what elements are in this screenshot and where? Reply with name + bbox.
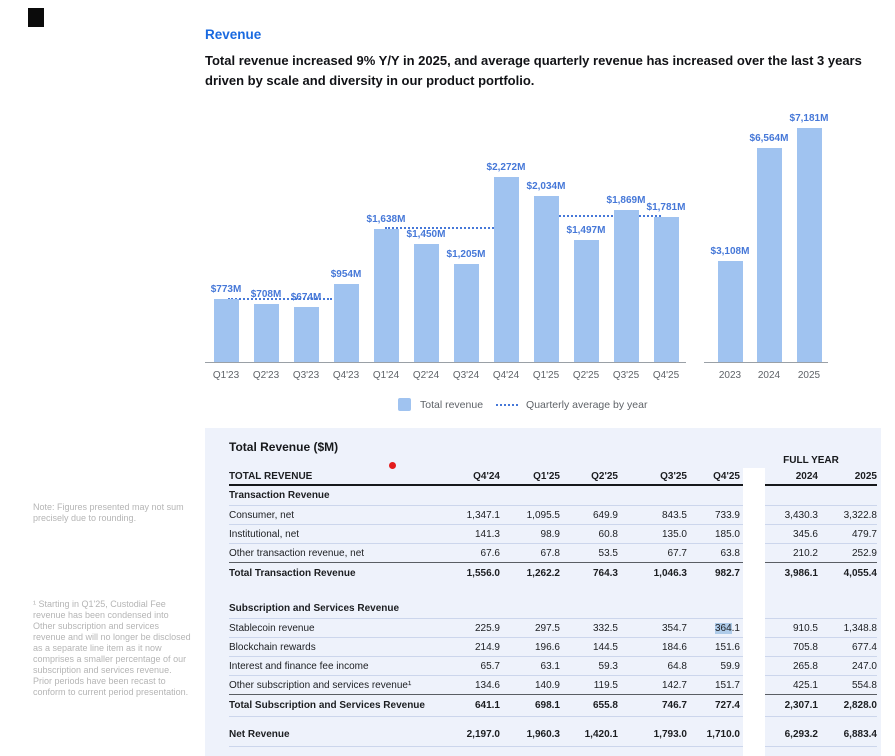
rounding-note: Note: Figures presented may not sum precisely due to rounding. bbox=[33, 502, 184, 523]
table-cell: 354.7 bbox=[661, 622, 687, 634]
table-cell: 3,430.3 bbox=[784, 509, 818, 521]
table-cell: 554.8 bbox=[851, 679, 877, 691]
yearly-bar-2023 bbox=[718, 261, 743, 362]
table-cell: 140.9 bbox=[534, 679, 560, 691]
screen-corner-artifact bbox=[28, 8, 44, 27]
quarterly-average-line-2025 bbox=[542, 215, 661, 217]
table-cell: 1,348.8 bbox=[843, 622, 877, 634]
table-cell: 1,710.0 bbox=[706, 729, 740, 740]
header-col-Q3'25: Q3'25 bbox=[660, 470, 687, 482]
net-revenue-row bbox=[229, 723, 877, 747]
table-cell: 641.1 bbox=[474, 700, 500, 711]
table-cell: 3,322.8 bbox=[843, 509, 877, 521]
row-label: Total Transaction Revenue bbox=[229, 568, 356, 579]
header-total-revenue: TOTAL REVENUE bbox=[229, 470, 313, 482]
table-row bbox=[229, 544, 877, 563]
table-cell: 67.6 bbox=[480, 547, 500, 559]
header-col-Q1'25: Q1'25 bbox=[533, 470, 560, 482]
x-tick-2024: 2024 bbox=[757, 370, 781, 381]
quarterly-bar-Q2'25 bbox=[574, 240, 599, 362]
row-label: Interest and finance fee income bbox=[229, 660, 369, 672]
yearly-bar-value-2025: $7,181M bbox=[789, 113, 829, 124]
table-cell: 63.1 bbox=[540, 660, 560, 672]
table-cell: 677.4 bbox=[851, 641, 877, 653]
table-cell: 727.4 bbox=[714, 700, 740, 711]
table-cell: 6,883.4 bbox=[843, 729, 877, 740]
table-cell: 134.6 bbox=[474, 679, 500, 691]
quarterly-bar-Q1'25 bbox=[534, 196, 559, 362]
quarterly-bar-Q2'24 bbox=[414, 244, 439, 362]
table-cell: 144.5 bbox=[592, 641, 618, 653]
table-total-row bbox=[229, 563, 877, 584]
table-cell: 733.9 bbox=[714, 509, 740, 521]
table-cell: 59.3 bbox=[598, 660, 618, 672]
table-row bbox=[229, 638, 877, 657]
table-cell: 1,262.2 bbox=[526, 568, 560, 579]
table-cell: 53.5 bbox=[598, 547, 618, 559]
section-header: Transaction Revenue bbox=[229, 486, 877, 506]
table-cell: 1,347.1 bbox=[466, 509, 500, 521]
quarterly-bar-Q3'23 bbox=[294, 307, 319, 362]
row-label: Institutional, net bbox=[229, 528, 300, 540]
table-row bbox=[229, 657, 877, 676]
quarterly-bar-Q3'24 bbox=[454, 264, 479, 362]
table-cell: 843.5 bbox=[661, 509, 687, 521]
table-cell: 67.7 bbox=[667, 547, 687, 559]
header-col-Q2'25: Q2'25 bbox=[591, 470, 618, 482]
yearly-bar-2025 bbox=[797, 128, 822, 362]
x-tick-Q3'23: Q3'23 bbox=[292, 370, 320, 381]
table-title: Total Revenue ($M) bbox=[229, 440, 339, 454]
row-label: Consumer, net bbox=[229, 509, 295, 521]
table-cell: 225.9 bbox=[474, 622, 500, 634]
table-cell: 982.7 bbox=[714, 568, 740, 579]
x-tick-Q4'24: Q4'24 bbox=[492, 370, 520, 381]
full-year-header: FULL YEAR bbox=[783, 455, 839, 466]
quarterly-bar-Q4'25 bbox=[654, 217, 679, 362]
x-tick-Q4'25: Q4'25 bbox=[652, 370, 680, 381]
table-cell: 65.7 bbox=[480, 660, 500, 672]
header-col-2025: 2025 bbox=[854, 470, 877, 482]
quarterly-bar-Q2'23 bbox=[254, 304, 279, 362]
quarterly-average-line-swatch bbox=[496, 404, 518, 406]
table-cell: 705.8 bbox=[792, 641, 818, 653]
quarterly-bar-value-Q2'25: $1,497M bbox=[566, 225, 606, 236]
table-cell: 4,055.4 bbox=[843, 568, 877, 579]
x-tick-2025: 2025 bbox=[797, 370, 821, 381]
table-total-row bbox=[229, 695, 877, 717]
selected-text: 364 bbox=[714, 622, 732, 634]
table-cell: 135.0 bbox=[661, 528, 687, 540]
table-cell: 210.2 bbox=[792, 547, 818, 559]
section-header: Subscription and Services Revenue bbox=[229, 599, 877, 619]
quarterly-axis-line bbox=[205, 362, 686, 363]
quarterly-bar-Q1'24 bbox=[374, 229, 399, 362]
table-cell: 2,307.1 bbox=[784, 700, 818, 711]
table-cell: 98.9 bbox=[540, 528, 560, 540]
table-cell: 698.1 bbox=[534, 700, 560, 711]
legend-label-total-revenue: Total revenue bbox=[420, 398, 484, 411]
table-cell: 151.7 bbox=[714, 679, 740, 691]
x-tick-Q1'24: Q1'24 bbox=[372, 370, 400, 381]
x-tick-Q4'23: Q4'23 bbox=[332, 370, 360, 381]
table-cell: 1,556.0 bbox=[466, 568, 500, 579]
revenue-bar-chart bbox=[205, 100, 885, 390]
table-header-row bbox=[229, 468, 877, 486]
x-tick-Q1'25: Q1'25 bbox=[532, 370, 560, 381]
table-cell: 151.6 bbox=[714, 641, 740, 653]
table-cell: 1,420.1 bbox=[584, 729, 618, 740]
total-revenue-swatch bbox=[398, 398, 411, 411]
table-cell: 910.5 bbox=[792, 622, 818, 634]
table-cell: 184.6 bbox=[661, 641, 687, 653]
quarterly-bar-Q4'24 bbox=[494, 177, 519, 362]
row-label: Other subscription and services revenue¹ bbox=[229, 679, 412, 691]
table-cell: 67.8 bbox=[540, 547, 560, 559]
table-cell: 332.5 bbox=[592, 622, 618, 634]
table-cell: 2,197.0 bbox=[466, 729, 500, 740]
table-cell: 6,293.2 bbox=[784, 729, 818, 740]
table-cell: 345.6 bbox=[792, 528, 818, 540]
row-label: Other transaction revenue, net bbox=[229, 547, 365, 559]
table-cell: 2,828.0 bbox=[843, 700, 877, 711]
header-col-Q4'24: Q4'24 bbox=[473, 470, 500, 482]
x-tick-Q2'24: Q2'24 bbox=[412, 370, 440, 381]
table-cell: 655.8 bbox=[592, 700, 618, 711]
table-cell: 746.7 bbox=[661, 700, 687, 711]
row-label: Net Revenue bbox=[229, 729, 290, 740]
x-tick-Q2'25: Q2'25 bbox=[572, 370, 600, 381]
table-cell: 141.3 bbox=[474, 528, 500, 540]
quarterly-bar-value-Q3'25: $1,869M bbox=[606, 195, 646, 206]
table-cell: 649.9 bbox=[592, 509, 618, 521]
chart-legend bbox=[398, 398, 647, 411]
quarterly-bar-Q3'25 bbox=[614, 210, 639, 362]
table-cell: 59.9 bbox=[720, 660, 740, 672]
quarterly-bar-value-Q3'23: $674M bbox=[290, 292, 322, 303]
table-cell: 60.8 bbox=[598, 528, 618, 540]
yearly-axis-line bbox=[704, 362, 828, 363]
quarterly-bar-value-Q2'23: $708M bbox=[250, 289, 282, 300]
page-title: Revenue bbox=[205, 27, 262, 42]
table-cell: 364.1 bbox=[714, 622, 740, 634]
column-group-divider bbox=[743, 468, 765, 756]
x-tick-2023: 2023 bbox=[718, 370, 742, 381]
table-cell: 196.6 bbox=[534, 641, 560, 653]
quarterly-bar-value-Q4'24: $2,272M bbox=[486, 162, 526, 173]
table-cell: 764.3 bbox=[592, 568, 618, 579]
table-cell: 185.0 bbox=[714, 528, 740, 540]
table-row bbox=[229, 676, 877, 695]
footnote-1: ¹ Starting in Q1'25, Custodial Fee revenue has been condensed into Other subscription and services revenue and will no longer be disclosed as a separate line item as it now comprises a smaller percentage of our subscription and services revenue. Prior periods have been recast to conform to current period presentation. bbox=[33, 599, 191, 697]
quarterly-bar-value-Q2'24: $1,450M bbox=[406, 229, 446, 240]
table-cell: 1,960.3 bbox=[526, 729, 560, 740]
quarterly-bar-Q4'23 bbox=[334, 284, 359, 362]
legend-label-quarterly-average: Quarterly average by year bbox=[526, 398, 648, 411]
x-tick-Q3'24: Q3'24 bbox=[452, 370, 480, 381]
table-cell: 142.7 bbox=[661, 679, 687, 691]
table-cell: 64.8 bbox=[667, 660, 687, 672]
table-row bbox=[229, 506, 877, 525]
row-label: Blockchain rewards bbox=[229, 641, 316, 653]
quarterly-bar-value-Q1'24: $1,638M bbox=[366, 214, 406, 225]
table-row bbox=[229, 525, 877, 544]
quarterly-bar-value-Q4'25: $1,781M bbox=[646, 202, 686, 213]
table-cell: 265.8 bbox=[792, 660, 818, 672]
table-row bbox=[229, 619, 877, 638]
table-cell: 297.5 bbox=[534, 622, 560, 634]
table-cell: 252.9 bbox=[851, 547, 877, 559]
quarterly-bar-value-Q1'23: $773M bbox=[210, 284, 242, 295]
table-cell: 63.8 bbox=[720, 547, 740, 559]
revenue-table-panel bbox=[205, 428, 881, 756]
table-cell: 1,793.0 bbox=[653, 729, 687, 740]
yearly-bar-value-2024: $6,564M bbox=[749, 133, 789, 144]
table-cell: 3,986.1 bbox=[784, 568, 818, 579]
section-spacer bbox=[229, 584, 877, 599]
yearly-bar-2024 bbox=[757, 148, 782, 362]
quarterly-bar-value-Q3'24: $1,205M bbox=[446, 249, 486, 260]
x-tick-Q1'23: Q1'23 bbox=[212, 370, 240, 381]
table-cell: 425.1 bbox=[792, 679, 818, 691]
header-col-Q4'25: Q4'25 bbox=[713, 470, 740, 482]
table-cell: 1,046.3 bbox=[653, 568, 687, 579]
table-cell: 119.5 bbox=[593, 679, 618, 691]
table-cell: 247.0 bbox=[851, 660, 877, 672]
table-cell: 479.7 bbox=[851, 528, 877, 540]
quarterly-bar-value-Q1'25: $2,034M bbox=[526, 181, 566, 192]
quarterly-bar-value-Q4'23: $954M bbox=[330, 269, 362, 280]
x-tick-Q2'23: Q2'23 bbox=[252, 370, 280, 381]
row-label: Total Subscription and Services Revenue bbox=[229, 700, 425, 711]
x-tick-Q3'25: Q3'25 bbox=[612, 370, 640, 381]
yearly-bar-value-2023: $3,108M bbox=[710, 246, 750, 257]
table-cell: 214.9 bbox=[474, 641, 500, 653]
header-col-2024: 2024 bbox=[795, 470, 818, 482]
row-label: Stablecoin revenue bbox=[229, 622, 315, 634]
table-cell: 1,095.5 bbox=[526, 509, 560, 521]
quarterly-bar-Q1'23 bbox=[214, 299, 239, 362]
revenue-table bbox=[229, 468, 877, 747]
summary-text: Total revenue increased 9% Y/Y in 2025, and average quarterly revenue has increased over the last 3 years driven by scale and diversity in our product portfolio. bbox=[205, 53, 862, 88]
